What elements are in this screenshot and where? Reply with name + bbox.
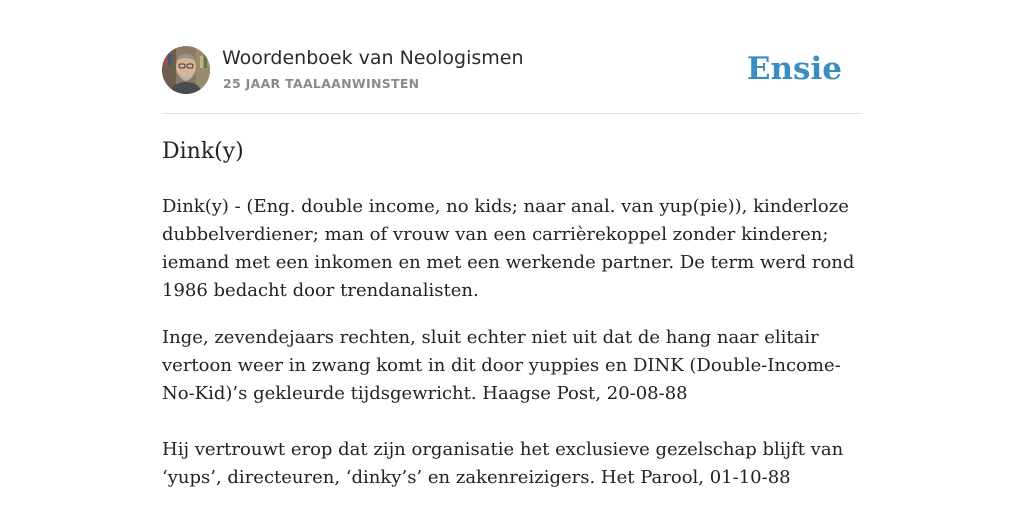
- entry-headword: Dink(y): [162, 139, 244, 164]
- entry-definition: Dink(y) - (Eng. double income, no kids; naar anal. van yup(pie)), kinderloze dubbelverdiener; man of vrouw van een carrièrekoppel zonder kinderen; iemand met een inkomen en met een werkende partner. De term werd rond 1986 bedacht door trendanalisten.: [162, 196, 855, 301]
- entry-quote: Hij vertrouwt erop dat zijn organisatie het exclusieve gezelschap blijft van ‘yups’, directeuren, ‘dinky’s’ en zakenreizigers. Het Parool, 01-10-88: [162, 439, 844, 488]
- entry-article: [162, 138, 862, 492]
- author-avatar-image: [162, 46, 210, 94]
- header-divider: [162, 113, 862, 114]
- site-title[interactable]: Woordenboek van Neologismen: [222, 47, 524, 69]
- brand-logo[interactable]: Ensie: [746, 51, 842, 87]
- site-header: [162, 46, 862, 96]
- site-subtitle: 25 JAAR TAALAANWINSTEN: [223, 76, 420, 91]
- avatar[interactable]: [162, 46, 210, 94]
- entry-quote: Inge, zevendejaars rechten, sluit echter niet uit dat de hang naar elitair vertoon weer in zwang komt in dit door yuppies en DINK (Double-Income-No-Kid)’s gekleurde tijdsgewricht. Haagse Post, 20-08-88: [162, 327, 841, 404]
